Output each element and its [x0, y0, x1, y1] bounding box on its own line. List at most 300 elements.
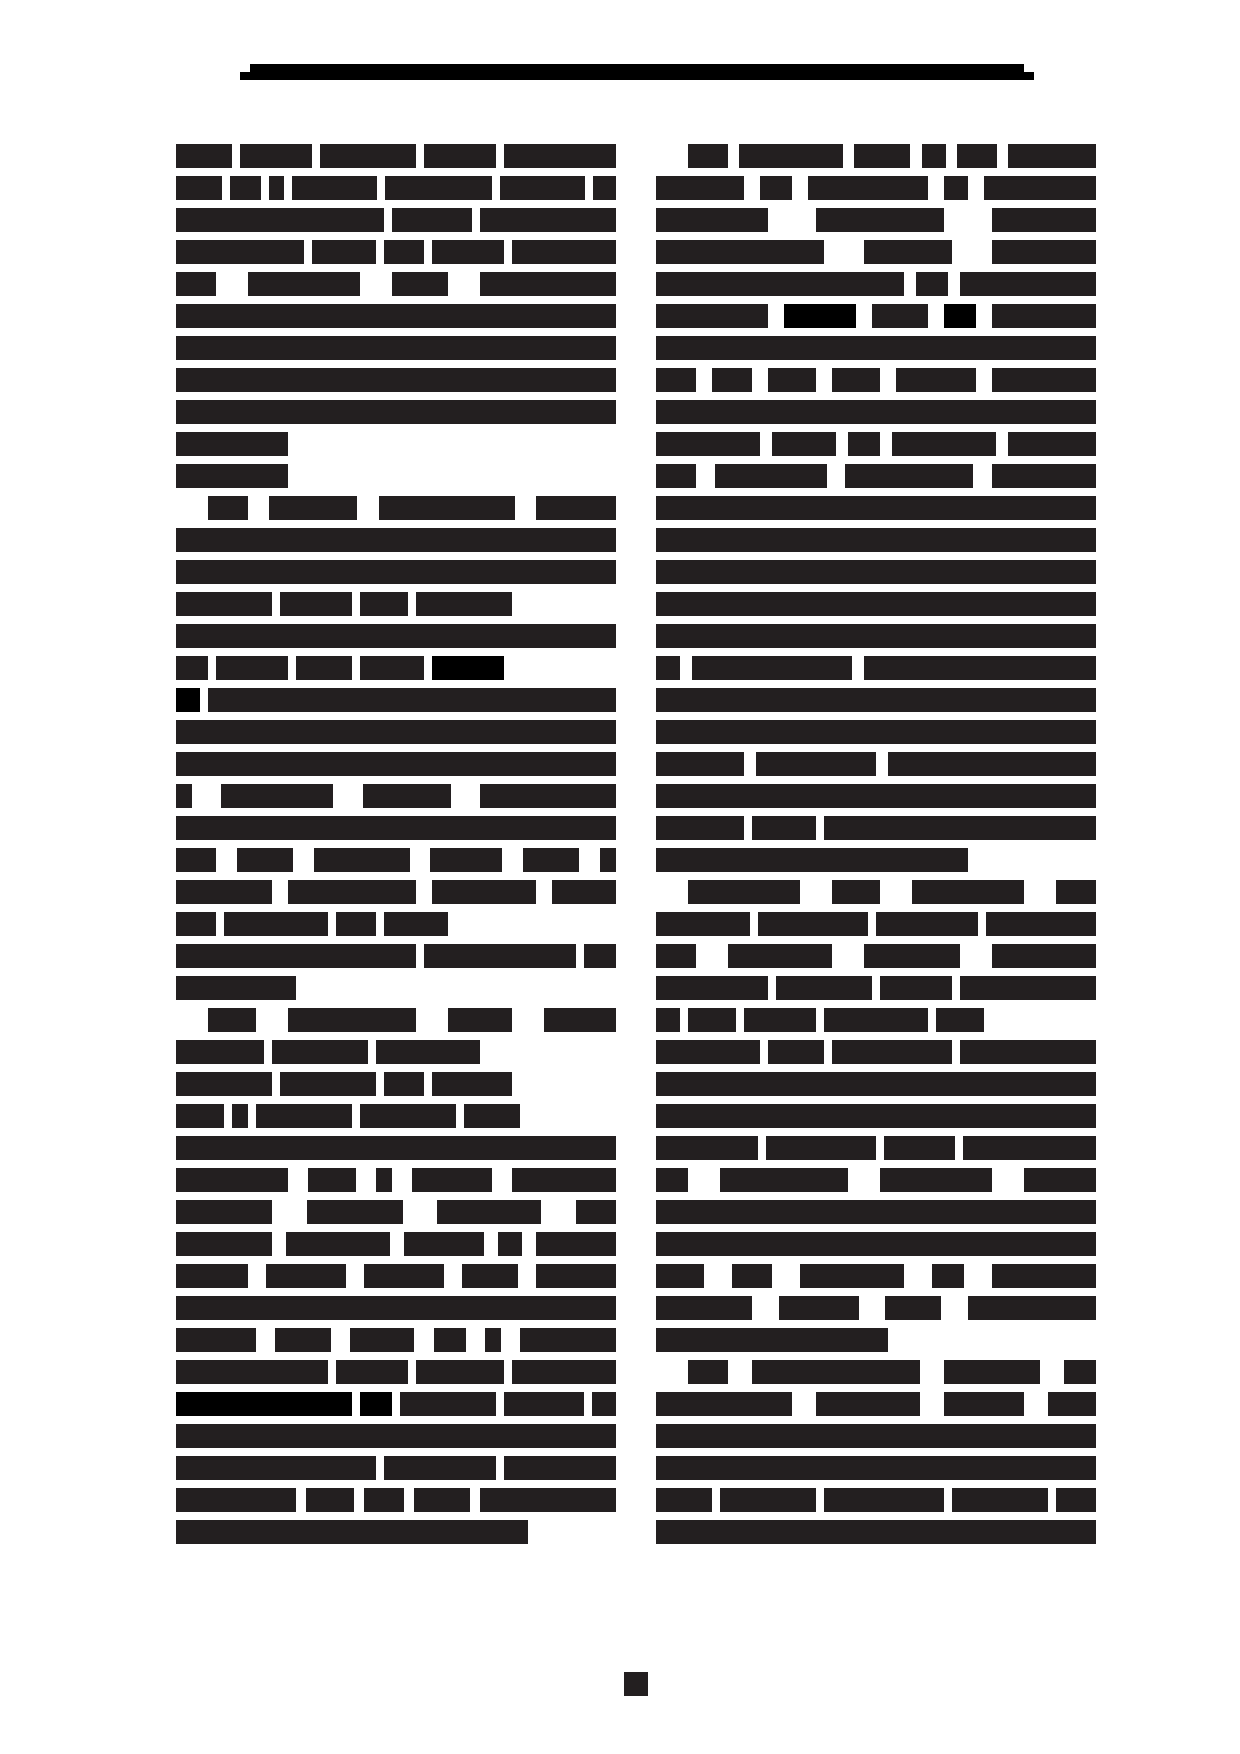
redacted-word-block: [176, 240, 304, 264]
redacted-word-block: [656, 368, 696, 392]
redacted-word-block: [512, 240, 616, 264]
redacted-word-block: [176, 656, 208, 680]
redacted-word-block: [832, 880, 880, 904]
redacted-word-block: [432, 656, 504, 680]
redacted-word-block: [176, 1392, 352, 1416]
redacted-word-block: [392, 208, 472, 232]
redacted-word-block: [385, 176, 493, 200]
redacted-word-block: [384, 240, 424, 264]
redacted-word-block: [485, 1328, 501, 1352]
text-line-redacted: [656, 816, 1096, 840]
redacted-word-block: [363, 784, 451, 808]
redacted-word-block: [656, 1520, 1096, 1544]
redacted-word-block: [944, 1392, 1024, 1416]
redacted-word-block: [1008, 144, 1096, 168]
redacted-word-block: [656, 1008, 680, 1032]
redacted-word-block: [360, 656, 424, 680]
redacted-word-block: [404, 1232, 484, 1256]
redacted-word-block: [992, 208, 1096, 232]
redacted-word-block: [412, 1168, 492, 1192]
redacted-word-block: [728, 944, 832, 968]
text-line-redacted: [176, 1200, 616, 1224]
redacted-word-block: [176, 1424, 616, 1448]
text-line-redacted: [176, 848, 616, 872]
text-line-redacted: [176, 336, 616, 360]
redacted-word-block: [434, 1328, 466, 1352]
redacted-word-block: [688, 1360, 728, 1384]
redacted-word-block: [932, 1264, 964, 1288]
redacted-word-block: [592, 1392, 616, 1416]
running-header-redacted: [250, 64, 1024, 72]
text-line-redacted: [656, 1488, 1096, 1512]
redacted-word-block: [208, 1008, 256, 1032]
redacted-word-block: [712, 368, 752, 392]
redacted-word-block: [306, 1488, 354, 1512]
redacted-word-block: [176, 880, 272, 904]
redacted-word-block: [656, 944, 696, 968]
redacted-word-block: [992, 944, 1096, 968]
text-line-redacted: [656, 848, 1096, 872]
text-line-redacted: [656, 1040, 1096, 1064]
redacted-word-block: [414, 1488, 470, 1512]
redacted-word-block: [656, 560, 1096, 584]
redacted-word-block: [944, 1360, 1040, 1384]
text-line-redacted: [176, 976, 616, 1000]
redacted-word-block: [350, 1328, 414, 1352]
text-line-redacted: [176, 304, 616, 328]
text-line-redacted: [656, 1328, 1096, 1352]
text-line-redacted: [176, 880, 616, 904]
redacted-word-block: [416, 1360, 504, 1384]
text-line-redacted: [176, 1232, 616, 1256]
redacted-word-block: [656, 1264, 704, 1288]
redacted-word-block: [269, 496, 357, 520]
redacted-word-block: [480, 208, 616, 232]
redacted-word-block: [544, 1008, 616, 1032]
redacted-word-block: [656, 400, 1096, 424]
redacted-word-block: [464, 1104, 520, 1128]
section-heading-redacted: [176, 464, 616, 488]
redacted-word-block: [292, 176, 377, 200]
redacted-word-block: [176, 144, 232, 168]
redacted-word-block: [176, 304, 616, 328]
redacted-word-block: [237, 848, 293, 872]
redacted-word-block: [656, 624, 1096, 648]
redacted-word-block: [176, 1520, 528, 1544]
redacted-word-block: [656, 304, 768, 328]
redacted-word-block: [800, 1264, 904, 1288]
redacted-word-block: [307, 1200, 403, 1224]
redacted-word-block: [896, 368, 976, 392]
redacted-word-block: [656, 496, 1096, 520]
redacted-word-block: [1008, 432, 1096, 456]
redacted-word-block: [656, 1456, 1096, 1480]
redacted-word-block: [656, 656, 680, 680]
redacted-word-block: [1048, 1392, 1096, 1416]
text-line-redacted: [656, 1392, 1096, 1416]
left-column-text: [176, 144, 616, 1552]
redacted-word-block: [176, 816, 616, 840]
redacted-word-block: [832, 1040, 952, 1064]
redacted-word-block: [176, 1488, 296, 1512]
redacted-word-block: [944, 176, 968, 200]
redacted-word-block: [656, 336, 1096, 360]
redacted-word-block: [360, 1392, 392, 1416]
redacted-word-block: [336, 1360, 408, 1384]
redacted-word-block: [952, 1488, 1048, 1512]
redacted-word-block: [824, 816, 1096, 840]
redacted-word-block: [916, 272, 948, 296]
text-line-redacted: [656, 688, 1096, 712]
text-line-redacted: [176, 784, 616, 808]
redacted-word-block: [512, 1168, 616, 1192]
redacted-word-block: [504, 144, 616, 168]
redacted-word-block: [275, 1328, 331, 1352]
redacted-word-block: [176, 208, 384, 232]
redacted-word-block: [286, 1232, 390, 1256]
redacted-word-block: [944, 304, 976, 328]
redacted-word-block: [922, 144, 946, 168]
redacted-word-block: [176, 1040, 264, 1064]
text-line-redacted: [656, 752, 1096, 776]
text-line-redacted: [176, 368, 616, 392]
redacted-word-block: [600, 848, 616, 872]
redacted-word-block: [768, 368, 816, 392]
redacted-word-block: [960, 272, 1096, 296]
text-line-redacted: [656, 1232, 1096, 1256]
redacted-word-block: [880, 976, 952, 1000]
redacted-word-block: [824, 1488, 944, 1512]
text-line-redacted: [656, 1136, 1096, 1160]
redacted-word-block: [176, 720, 616, 744]
redacted-word-block: [384, 1072, 424, 1096]
redacted-word-block: [400, 1392, 496, 1416]
redacted-word-block: [256, 1104, 352, 1128]
text-line-redacted: [176, 1360, 616, 1384]
redacted-word-block: [176, 688, 200, 712]
redacted-word-block: [656, 720, 1096, 744]
redacted-word-block: [854, 144, 910, 168]
redacted-word-block: [656, 1072, 1096, 1096]
redacted-word-block: [884, 1136, 955, 1160]
text-line-redacted: [176, 752, 616, 776]
text-line-redacted: [176, 240, 616, 264]
redacted-word-block: [552, 880, 616, 904]
redacted-word-block: [176, 1200, 272, 1224]
redacted-word-block: [379, 496, 515, 520]
redacted-word-block: [376, 1040, 480, 1064]
redacted-word-block: [656, 1168, 688, 1192]
redacted-word-block: [656, 848, 968, 872]
text-line-redacted: [656, 1168, 1096, 1192]
redacted-word-block: [992, 304, 1096, 328]
redacted-word-block: [520, 1328, 616, 1352]
redacted-word-block: [320, 144, 416, 168]
redacted-word-block: [656, 1392, 792, 1416]
redacted-word-block: [832, 368, 880, 392]
text-line-redacted: [656, 560, 1096, 584]
redacted-word-block: [416, 592, 512, 616]
text-line-redacted: [656, 976, 1096, 1000]
redacted-word-block: [437, 1200, 541, 1224]
redacted-word-block: [992, 464, 1096, 488]
text-line-redacted: [656, 464, 1096, 488]
text-line-redacted: [656, 304, 1096, 328]
text-line-redacted: [176, 1040, 616, 1064]
redacted-word-block: [424, 144, 496, 168]
text-line-redacted: [656, 1104, 1096, 1128]
redacted-word-block: [176, 1104, 224, 1128]
redacted-word-block: [688, 144, 728, 168]
redacted-word-block: [480, 1488, 616, 1512]
text-line-redacted: [176, 656, 616, 680]
redacted-word-block: [360, 1104, 456, 1128]
text-line-redacted: [176, 208, 616, 232]
redacted-word-block: [752, 1360, 920, 1384]
redacted-word-block: [984, 176, 1096, 200]
redacted-word-block: [656, 464, 696, 488]
redacted-word-block: [739, 144, 843, 168]
redacted-word-block: [864, 656, 1096, 680]
redacted-word-block: [816, 208, 944, 232]
redacted-word-block: [656, 1488, 712, 1512]
text-line-redacted: [656, 272, 1096, 296]
redacted-word-block: [432, 880, 536, 904]
redacted-word-block: [500, 176, 585, 200]
redacted-word-block: [232, 1104, 248, 1128]
redacted-word-block: [280, 592, 352, 616]
redacted-word-block: [1056, 1488, 1096, 1512]
text-line-redacted: [656, 1296, 1096, 1320]
text-line-redacted: [656, 176, 1096, 200]
redacted-word-block: [992, 368, 1096, 392]
redacted-word-block: [732, 1264, 772, 1288]
redacted-word-block: [523, 848, 579, 872]
text-line-redacted: [176, 944, 616, 968]
redacted-word-block: [240, 144, 312, 168]
text-line-redacted: [176, 688, 616, 712]
redacted-word-block: [176, 464, 288, 488]
redacted-word-block: [480, 272, 616, 296]
redacted-word-block: [720, 1168, 848, 1192]
redacted-word-block: [176, 1168, 288, 1192]
redacted-word-block: [968, 1296, 1096, 1320]
redacted-word-block: [176, 1072, 272, 1096]
redacted-word-block: [656, 1296, 752, 1320]
redacted-word-block: [176, 848, 216, 872]
text-line-redacted: [656, 144, 1096, 168]
redacted-word-block: [957, 144, 997, 168]
redacted-word-block: [656, 1136, 758, 1160]
redacted-word-block: [296, 656, 352, 680]
page-number-redacted: [624, 1672, 648, 1696]
text-line-redacted: [176, 1456, 616, 1480]
redacted-word-block: [176, 1136, 616, 1160]
redacted-word-block: [576, 1200, 616, 1224]
text-line-redacted: [176, 1264, 616, 1288]
text-line-redacted: [656, 1008, 1096, 1032]
redacted-word-block: [216, 656, 288, 680]
right-column-text: [656, 144, 1096, 1552]
redacted-word-block: [768, 1040, 824, 1064]
redacted-word-block: [224, 912, 328, 936]
redacted-word-block: [744, 1008, 816, 1032]
text-line-redacted: [656, 1200, 1096, 1224]
redacted-word-block: [892, 432, 996, 456]
redacted-word-block: [176, 944, 416, 968]
redacted-word-block: [808, 176, 928, 200]
redacted-word-block: [992, 1264, 1096, 1288]
redacted-word-block: [992, 240, 1096, 264]
running-header-rule: [240, 64, 1034, 80]
redacted-word-block: [766, 1136, 876, 1160]
text-line-redacted: [656, 400, 1096, 424]
text-line-redacted: [656, 880, 1096, 904]
redacted-word-block: [176, 1296, 616, 1320]
redacted-word-block: [312, 240, 376, 264]
redacted-word-block: [364, 1488, 404, 1512]
text-line-redacted: [176, 496, 616, 520]
redacted-word-block: [656, 528, 1096, 552]
text-line-redacted: [656, 336, 1096, 360]
redacted-word-block: [176, 1232, 272, 1256]
redacted-word-block: [376, 1168, 392, 1192]
redacted-word-block: [584, 944, 616, 968]
redacted-word-block: [462, 1264, 518, 1288]
redacted-word-block: [772, 432, 836, 456]
text-line-redacted: [176, 1520, 616, 1544]
redacted-word-block: [176, 752, 616, 776]
text-line-redacted: [656, 656, 1096, 680]
redacted-word-block: [880, 1168, 992, 1192]
text-line-redacted: [176, 272, 616, 296]
redacted-word-block: [266, 1264, 346, 1288]
redacted-word-block: [176, 272, 216, 296]
redacted-word-block: [176, 336, 616, 360]
redacted-word-block: [824, 1008, 928, 1032]
redacted-word-block: [688, 880, 800, 904]
redacted-word-block: [756, 752, 876, 776]
redacted-word-block: [656, 816, 744, 840]
redacted-word-block: [336, 912, 376, 936]
text-line-redacted: [176, 176, 616, 200]
redacted-word-block: [936, 1008, 984, 1032]
redacted-word-block: [176, 432, 288, 456]
text-line-redacted: [176, 1392, 616, 1416]
text-line-redacted: [656, 624, 1096, 648]
redacted-word-block: [288, 880, 416, 904]
redacted-word-block: [656, 976, 768, 1000]
redacted-word-block: [430, 848, 502, 872]
redacted-word-block: [176, 592, 272, 616]
text-line-redacted: [656, 1264, 1096, 1288]
redacted-word-block: [176, 1456, 376, 1480]
text-line-redacted: [176, 624, 616, 648]
text-line-redacted: [176, 1328, 616, 1352]
redacted-word-block: [986, 912, 1096, 936]
redacted-word-block: [784, 304, 856, 328]
redacted-word-block: [656, 1424, 1096, 1448]
text-line-redacted: [176, 1296, 616, 1320]
redacted-word-block: [480, 784, 616, 808]
redacted-word-block: [176, 976, 296, 1000]
text-line-redacted: [656, 1360, 1096, 1384]
redacted-word-block: [776, 976, 872, 1000]
redacted-word-block: [885, 1296, 941, 1320]
redacted-word-block: [656, 208, 768, 232]
redacted-word-block: [888, 752, 1096, 776]
redacted-word-block: [656, 240, 824, 264]
redacted-word-block: [1064, 1360, 1096, 1384]
text-line-redacted: [656, 368, 1096, 392]
redacted-word-block: [656, 272, 904, 296]
text-line-redacted: [656, 944, 1096, 968]
redacted-word-block: [176, 624, 616, 648]
text-line-redacted: [176, 144, 616, 168]
redacted-word-block: [176, 176, 222, 200]
redacted-word-block: [656, 1040, 760, 1064]
text-line-redacted: [656, 1520, 1096, 1544]
redacted-word-block: [960, 976, 1096, 1000]
redacted-word-block: [392, 272, 448, 296]
redacted-word-block: [536, 1264, 616, 1288]
text-line-redacted: [176, 1136, 616, 1160]
redacted-word-block: [963, 1136, 1096, 1160]
text-line-redacted: [176, 1424, 616, 1448]
redacted-word-block: [656, 592, 1096, 616]
redacted-word-block: [230, 176, 261, 200]
redacted-word-block: [656, 432, 760, 456]
redacted-word-block: [384, 912, 448, 936]
redacted-word-block: [758, 912, 868, 936]
redacted-word-block: [692, 656, 852, 680]
redacted-word-block: [176, 912, 216, 936]
text-line-redacted: [656, 432, 1096, 456]
redacted-word-block: [176, 400, 616, 424]
redacted-word-block: [872, 304, 928, 328]
redacted-word-block: [384, 1456, 496, 1480]
text-line-redacted: [176, 1072, 616, 1096]
redacted-word-block: [593, 176, 616, 200]
redacted-word-block: [960, 1040, 1096, 1064]
text-line-redacted: [176, 1168, 616, 1192]
redacted-word-block: [308, 1168, 356, 1192]
redacted-word-block: [248, 272, 360, 296]
redacted-word-block: [779, 1296, 859, 1320]
redacted-word-block: [269, 176, 284, 200]
text-line-redacted: [176, 1104, 616, 1128]
redacted-word-block: [656, 176, 744, 200]
redacted-word-block: [208, 496, 248, 520]
redacted-word-block: [288, 1008, 416, 1032]
redacted-word-block: [314, 848, 410, 872]
redacted-word-block: [688, 1008, 736, 1032]
redacted-word-block: [848, 432, 880, 456]
redacted-word-block: [176, 528, 616, 552]
redacted-word-block: [720, 1488, 816, 1512]
text-line-redacted: [176, 592, 616, 616]
text-line-redacted: [176, 1008, 616, 1032]
redacted-word-block: [512, 1360, 616, 1384]
redacted-word-block: [432, 240, 504, 264]
redacted-word-block: [424, 944, 576, 968]
redacted-word-block: [364, 1264, 444, 1288]
redacted-word-block: [656, 912, 750, 936]
text-line-redacted: [656, 208, 1096, 232]
redacted-word-block: [760, 176, 792, 200]
text-line-redacted: [656, 496, 1096, 520]
redacted-word-block: [208, 688, 616, 712]
